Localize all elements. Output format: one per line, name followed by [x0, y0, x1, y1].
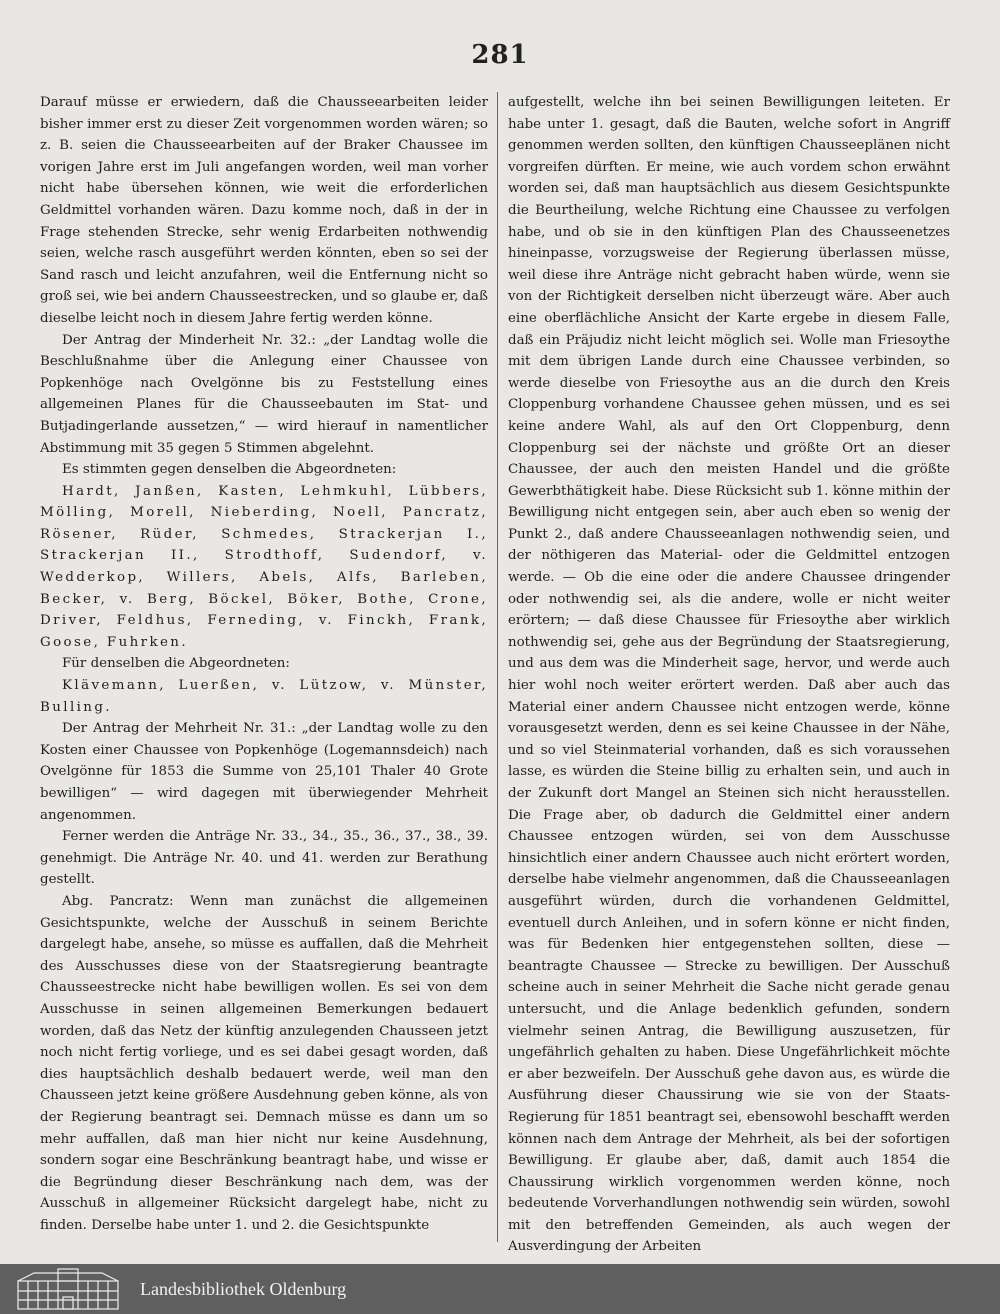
library-building-icon — [14, 1267, 122, 1311]
paragraph: Der Antrag der Minderheit Nr. 32.: „der Landtag wolle die Beschlußnahme über die Anlegung einer Chaussee von Popkenhöge nach Ovelgönne bis zu Feststellung eines allgemeinen Planes für die Chausseebauten im Stat- und Butjadingerlande aussetzen,“ — wird hierauf in namentlicher Abstimmung mit 35 gegen 5 Stimmen abgelehnt. — [40, 332, 488, 456]
library-name[interactable]: Landesbibliothek Oldenburg — [140, 1278, 347, 1299]
paragraph: Darauf müsse er erwiedern, daß die Chausseearbeiten leider bisher immer erst zu dieser Zeit vorgenommen worden wären; so z. B. seien die Chausseearbeiten auf der Braker Chaussee im vorigen Jahre erst im Juli angefangen worden, weil man vorher nicht habe übersehen können, wie weit die erforderlichen Geldmittel vorhanden wären. Dazu komme noch, daß in der in Frage stehenden Strecke, sehr wenig Erdarbeiten nothwendig seien, welche rasch ausgeführt werden könnten, eben so sei der Sand rasch und leicht anzufahren, weil die Entfernung nicht so groß sei, wie bei andern Chausseestrecken, und so glaube er, daß dieselbe leicht noch in diesem Jahre fertig werden könne. — [40, 95, 488, 326]
names-list: Klävemann, Luerßen, v. Lützow, v. Münster, Bulling. — [40, 678, 488, 715]
left-column — [40, 92, 488, 1236]
column-divider — [497, 92, 498, 1242]
page-number: 281 — [471, 40, 529, 70]
right-column — [508, 92, 950, 1258]
paragraph: Es stimmten gegen denselben die Abgeordneten: — [62, 462, 397, 478]
paragraph: Abg. Pancratz: Wenn man zunächst die allgemeinen Gesichtspunkte, welche der Ausschuß in seinem Berichte dargelegt habe, ansehe, so müsse es auffallen, daß die Mehrheit des Ausschusses diese von der Staatsregierung beantragte Chausseestrecke nicht habe bewilligen wollen. Es sei von dem Ausschusse in seinen allgemeinen Bemerkungen bedauert worden, daß das Netz der künftig anzulegenden Chausseen jetzt noch nicht fertig vorliege, und es sei dabei gesagt worden, daß dies hauptsächlich deshalb bedauert werde, weil man den Chausseen jetzt keine größere Ausdehnung geben könne, als von der Regierung beantragt sei. Demnach müsse es dann um so mehr auffallen, daß man hier nicht nur keine Ausdehnung, sondern sogar eine Beschränkung beantragt habe, und wisse er die Begründung dieser Beschränkung nach dem, was der Ausschuß in allgemeiner Rücksicht dargelegt habe, nicht zu finden. Derselbe habe unter 1. und 2. die Gesichtspunkte — [40, 893, 488, 1233]
paragraph: Der Antrag der Mehrheit Nr. 31.: „der Landtag wolle zu den Kosten einer Chaussee von Popkenhöge (Logemannsdeich) nach Ovelgönne für 1853 die Summe von 25,101 Thaler 40 Grote bewilligen“ — wird dagegen mit überwiegender Mehrheit angenommen. — [40, 721, 488, 823]
paragraph: Für denselben die Abgeordneten: — [62, 656, 290, 672]
library-footer — [0, 1264, 1000, 1314]
paragraph: aufgestellt, welche ihn bei seinen Bewilligungen leiteten. Er habe unter 1. gesagt, daß die Bauten, welche sofort in Angriff genommen werden sollten, den künftigen Chausseeplänen nicht vorgreifen dürften. Er meine, wie auch vordem schon erwähnt worden sei, daß man hauptsächlich aus diesem Gesichtspunkte die Beurtheilung, welche Richtung eine Chaussee zu verfolgen habe, und ob sie in den künftigen Plan des Chausseenetzes hineinpasse, vorzugsweise der Regierung überlassen müsse, weil diese ihre Anträge nicht gebracht haben würde, wenn sie von der Richtigkeit derselben nicht überzeugt wäre. Aber auch eine oberflächliche Ansicht der Karte ergebe in diesem Falle, daß ein Präjudiz nicht leicht möglich sei. Wolle man Friesoythe mit dem übrigen Lande durch eine Chaussee verbinden, so werde dieselbe von Friesoythe aus an die durch den Kreis Cloppenburg vorhandene Chaussee gehen müssen, und es sei keine andere Wahl, als auf den Ort Cloppenburg, denn Cloppenburg sei der nächste und größte Ort an dieser Chaussee, der auch den meisten Handel und die größte Gewerbthätigkeit habe. Diese Rücksicht sub 1. könne mithin der Bewilligung nicht entgegen sein, aber auch eben so wenig der Punkt 2., daß andere Chausseeanlagen nothwendig seien, und der nöthigeren das Material- oder die Geldmittel entzogen werde. — Ob die eine oder die andere Chaussee dringender oder nothwendig sei, als die andere, wolle er nicht weiter erörtern; — daß diese Chaussee für Friesoythe aber wirklich nothwendig sei, gehe aus der Begründung der Staatsregierung, und aus dem was die Minderheit sage, hervor, und werde auch hier wohl noch weiter erörtert werden. Daß aber auch das Material einer andern Chaussee nicht entzogen werde, könne vorausgesetzt werden, denn es sei keine Chaussee in der Nähe, und so viel Steinmaterial vorhanden, daß es sich voraussehen lasse, es würden die Steine billig zu erhalten sein, und auch in der Zukunft dort Mangel an Steinen sich nicht herausstellen. Die Frage aber, ob dadurch die Geldmittel einer andern Chaussee entzogen würden, sei von dem Ausschusse hinsichtlich einer andern Chaussee auch nicht erörtert worden, derselbe habe vielmehr angenommen, daß die Chausseeanlagen ausgeführt würden, durch die vorhandenen Geldmittel, eventuell durch Anleihen, und in sofern könne er nicht finden, was für Bedenken hier entgegenstehen sollten, diese — beantragte Chaussee — Strecke zu bewilligen. Der Ausschuß scheine auch in seiner Mehrheit die Sache nicht gerade genau untersucht, und die Anlage bedenklich gefunden, sondern vielmehr seinen Antrag, die Bewilligung auszusetzen, für ungefährlich gehalten zu haben. Diese Ungefährlichkeit möchte er aber bezweifeln. Der Ausschuß gehe davon aus, es würde die Ausführung dieser Chaussirung wie sie von der Staats-Regierung für 1851 beantragt sei, ebensowohl beschafft werden können nach dem Antrage der Mehrheit, als bei der sofortigen Bewilligung. Er glaube aber, daß, damit auch 1854 die Chaussirung wirklich vorgenommen werden könne, noch bedeutende Vorverhandlungen nothwendig sein würden, sowohl mit den betreffenden Gemeinden, als auch wegen der Ausverdingung der Arbeiten — [508, 95, 950, 1255]
names-list: Hardt, Janßen, Kasten, Lehmkuhl, Lübbers, Mölling, Morell, Nieberding, Noell, Pancratz, Rösener, Rüder, Schmedes, Strackerjan I., Strackerjan II., Strodthoff, Sudendorf, v. Wedderkop, Willers, Abels, Alfs, Barleben, Becker, v. Berg, Böckel, Böker, Bothe, Crone, Driver, Feldhus, Ferneding, v. Finckh, Frank, Goose, Fuhrken. — [40, 483, 488, 650]
paragraph: Ferner werden die Anträge Nr. 33., 34., 35., 36., 37., 38., 39. genehmigt. Die Anträge Nr. 40. und 41. werden zur Berathung gestellt. — [40, 829, 488, 888]
